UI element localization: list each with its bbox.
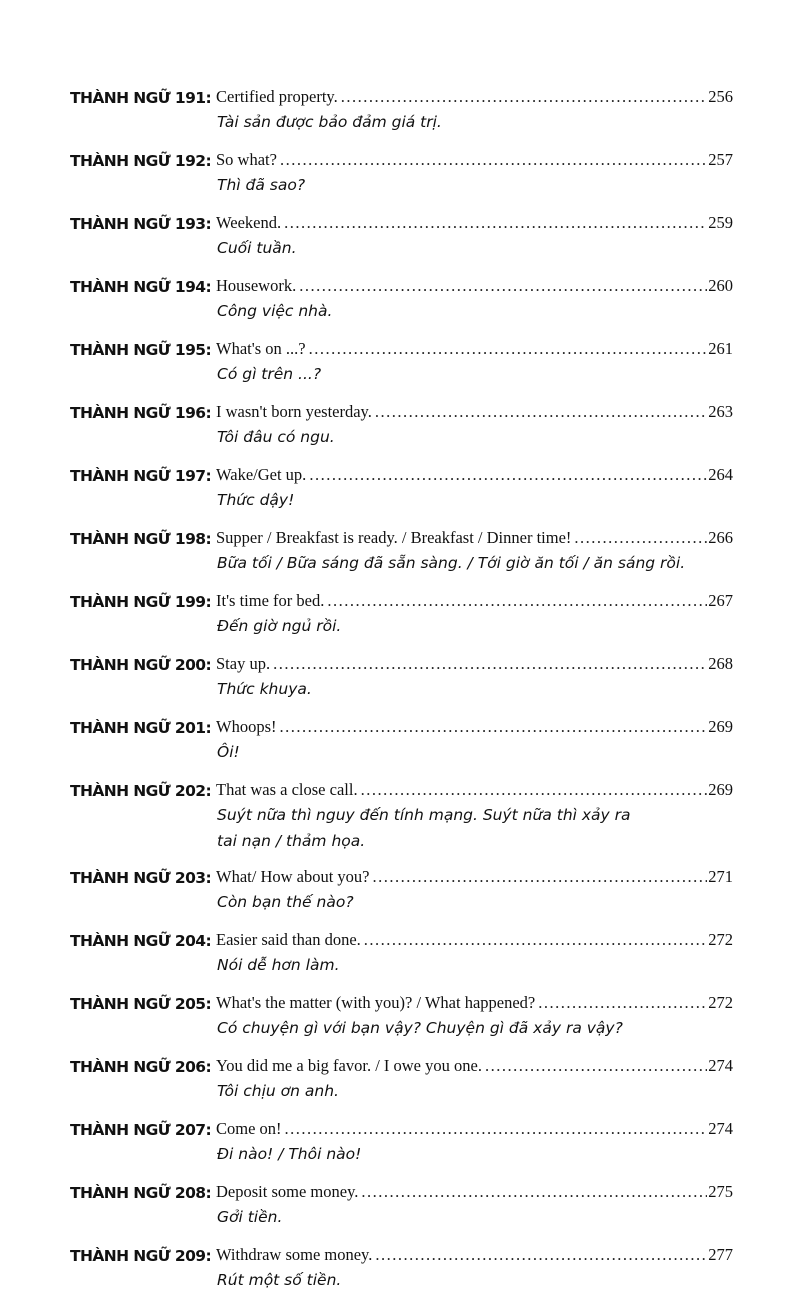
english-title: So what? — [216, 150, 277, 169]
english-line — [216, 777, 733, 802]
idiom-number-label: THÀNH NGỮ 203: — [70, 869, 212, 887]
idiom-number-label: THÀNH NGỮ 204: — [70, 932, 212, 950]
entry-content — [216, 147, 733, 198]
english-line — [216, 336, 733, 361]
entry-content — [216, 336, 733, 387]
dot-leader — [361, 1179, 707, 1204]
english-title: Stay up. — [216, 654, 271, 673]
idiom-number-label: THÀNH NGỮ 194: — [70, 278, 212, 296]
english-line — [216, 273, 733, 298]
vietnamese-translation: Công việc nhà. — [217, 302, 333, 320]
idiom-number-label: THÀNH NGỮ 200: — [70, 656, 212, 674]
idiom-number-label: THÀNH NGỮ 202: — [70, 782, 212, 800]
english-title: Deposit some money. — [216, 1182, 359, 1201]
page-number: 266 — [708, 528, 733, 547]
idiom-number-label: THÀNH NGỮ 197: — [70, 467, 212, 485]
entry-content — [216, 273, 733, 324]
vietnamese-translation: Tôi chịu ơn anh. — [217, 1082, 339, 1100]
toc-entry — [0, 84, 800, 135]
idiom-number-label: THÀNH NGỮ 195: — [70, 341, 212, 359]
toc-entry — [0, 336, 800, 387]
english-line — [216, 84, 733, 109]
dot-leader — [299, 273, 707, 298]
page-number: 269 — [708, 717, 733, 736]
dot-leader — [375, 1242, 707, 1267]
entry-content — [216, 714, 733, 765]
english-line — [216, 525, 733, 550]
toc-entry — [0, 1179, 800, 1230]
english-line — [216, 210, 733, 235]
entry-content — [216, 525, 733, 576]
dot-leader — [364, 927, 707, 952]
page-number: 261 — [708, 339, 733, 358]
idiom-number-label: THÀNH NGỮ 199: — [70, 593, 212, 611]
english-title: That was a close call. — [216, 780, 358, 799]
vietnamese-translation: Suýt nữa thì nguy đến tính mạng. Suýt nữa thì xảy ra — [217, 806, 631, 824]
english-line — [216, 714, 733, 739]
entry-content — [216, 588, 733, 639]
idiom-number-label: THÀNH NGỮ 193: — [70, 215, 212, 233]
toc-entry — [0, 525, 800, 576]
toc-entry — [0, 864, 800, 915]
entry-content — [216, 990, 733, 1041]
english-line — [216, 1053, 733, 1078]
vietnamese-translation: Bữa tối / Bữa sáng đã sẵn sàng. / Tới giờ ăn tối / ăn sáng rồi. — [217, 554, 686, 572]
idiom-number-label: THÀNH NGỮ 192: — [70, 152, 212, 170]
entry-content — [216, 399, 733, 450]
vietnamese-translation: Gởi tiền. — [217, 1208, 283, 1226]
dot-leader — [273, 651, 707, 676]
entry-content — [216, 1053, 733, 1104]
english-title: I wasn't born yesterday. — [216, 402, 372, 421]
english-title: What's the matter (with you)? / What happened? — [216, 993, 536, 1012]
english-line — [216, 1179, 733, 1204]
entry-content — [216, 864, 733, 915]
idiom-number-label: THÀNH NGỮ 196: — [70, 404, 212, 422]
page-number: 267 — [708, 591, 733, 610]
dot-leader — [485, 1053, 707, 1078]
english-line — [216, 927, 733, 952]
entry-content — [216, 777, 733, 854]
english-title: What/ How about you? — [216, 867, 370, 886]
english-title: Withdraw some money. — [216, 1245, 373, 1264]
entry-content — [216, 462, 733, 513]
table-of-contents — [0, 84, 800, 1305]
dot-leader — [538, 990, 707, 1015]
page-number: 263 — [708, 402, 733, 421]
page-number: 274 — [708, 1119, 733, 1138]
english-title: Housework. — [216, 276, 297, 295]
toc-entry — [0, 462, 800, 513]
toc-entry — [0, 1242, 800, 1293]
toc-entry — [0, 588, 800, 639]
page-number: 272 — [708, 930, 733, 949]
english-line — [216, 147, 733, 172]
dot-leader — [309, 462, 707, 487]
vietnamese-translation: Tôi đâu có ngu. — [217, 428, 335, 446]
english-title: You did me a big favor. / I owe you one. — [216, 1056, 482, 1075]
idiom-number-label: THÀNH NGỮ 206: — [70, 1058, 212, 1076]
vietnamese-translation: Thức dậy! — [217, 491, 295, 509]
idiom-number-label: THÀNH NGỮ 209: — [70, 1247, 212, 1265]
vietnamese-translation: Có gì trên ...? — [217, 365, 322, 383]
english-title: Supper / Breakfast is ready. / Breakfast / Dinner time! — [216, 528, 572, 547]
page-number: 256 — [708, 87, 733, 106]
vietnamese-translation: Đi nào! / Thôi nào! — [217, 1145, 362, 1163]
idiom-number-label: THÀNH NGỮ 207: — [70, 1121, 212, 1139]
english-title: Certified property. — [216, 87, 338, 106]
vietnamese-translation: Nói dễ hơn làm. — [217, 956, 340, 974]
page-number: 275 — [708, 1182, 733, 1201]
english-line — [216, 1116, 733, 1141]
vietnamese-translation: Có chuyện gì với bạn vậy? Chuyện gì đã xảy ra vậy? — [217, 1019, 623, 1037]
entry-content — [216, 1242, 733, 1293]
toc-entry — [0, 651, 800, 702]
idiom-number-label: THÀNH NGỮ 198: — [70, 530, 212, 548]
toc-entry — [0, 927, 800, 978]
vietnamese-translation: Thức khuya. — [217, 680, 312, 698]
dot-leader — [361, 777, 708, 802]
english-title: Easier said than done. — [216, 930, 361, 949]
vietnamese-translation: Cuối tuần. — [217, 239, 297, 257]
dot-leader — [285, 1116, 708, 1141]
entry-content — [216, 651, 733, 702]
vietnamese-translation: Tài sản được bảo đảm giá trị. — [217, 113, 442, 131]
dot-leader — [327, 588, 707, 613]
english-title: Weekend. — [216, 213, 282, 232]
page-number: 259 — [708, 213, 733, 232]
toc-entry — [0, 777, 800, 854]
english-line — [216, 1242, 733, 1267]
dot-leader — [341, 84, 708, 109]
english-title: Come on! — [216, 1119, 282, 1138]
toc-entry — [0, 399, 800, 450]
page-number: 264 — [708, 465, 733, 484]
toc-entry — [0, 273, 800, 324]
entry-content — [216, 210, 733, 261]
english-line — [216, 462, 733, 487]
dot-leader — [574, 525, 707, 550]
vietnamese-translation: tai nạn / thảm họa. — [217, 832, 366, 850]
vietnamese-translation: Ôi! — [217, 743, 240, 761]
dot-leader — [284, 210, 707, 235]
english-line — [216, 651, 733, 676]
vietnamese-translation: Còn bạn thế nào? — [217, 893, 354, 911]
page-number: 274 — [708, 1056, 733, 1075]
page-number: 269 — [708, 780, 733, 799]
page-number: 277 — [708, 1245, 733, 1264]
english-line — [216, 399, 733, 424]
page-number: 272 — [708, 993, 733, 1012]
english-line — [216, 588, 733, 613]
english-line — [216, 990, 733, 1015]
vietnamese-translation: Rút một số tiền. — [217, 1271, 342, 1289]
idiom-number-label: THÀNH NGỮ 191: — [70, 89, 212, 107]
toc-entry — [0, 714, 800, 765]
toc-entry — [0, 147, 800, 198]
idiom-number-label: THÀNH NGỮ 205: — [70, 995, 212, 1013]
entry-content — [216, 1179, 733, 1230]
english-line — [216, 864, 733, 889]
idiom-number-label: THÀNH NGỮ 201: — [70, 719, 212, 737]
english-title: What's on ...? — [216, 339, 306, 358]
entry-content — [216, 84, 733, 135]
dot-leader — [280, 714, 708, 739]
vietnamese-translation: Thì đã sao? — [217, 176, 306, 194]
page-number: 271 — [708, 867, 733, 886]
page-number: 268 — [708, 654, 733, 673]
dot-leader — [375, 399, 707, 424]
toc-entry — [0, 1053, 800, 1104]
toc-entry — [0, 1116, 800, 1167]
vietnamese-translation: Đến giờ ngủ rồi. — [217, 617, 342, 635]
toc-entry — [0, 210, 800, 261]
entry-content — [216, 1116, 733, 1167]
dot-leader — [309, 336, 708, 361]
page-number: 260 — [708, 276, 733, 295]
idiom-number-label: THÀNH NGỮ 208: — [70, 1184, 212, 1202]
dot-leader — [280, 147, 707, 172]
english-title: Wake/Get up. — [216, 465, 307, 484]
dot-leader — [373, 864, 708, 889]
english-title: It's time for bed. — [216, 591, 325, 610]
english-title: Whoops! — [216, 717, 277, 736]
toc-entry — [0, 990, 800, 1041]
page-number: 257 — [708, 150, 733, 169]
entry-content — [216, 927, 733, 978]
